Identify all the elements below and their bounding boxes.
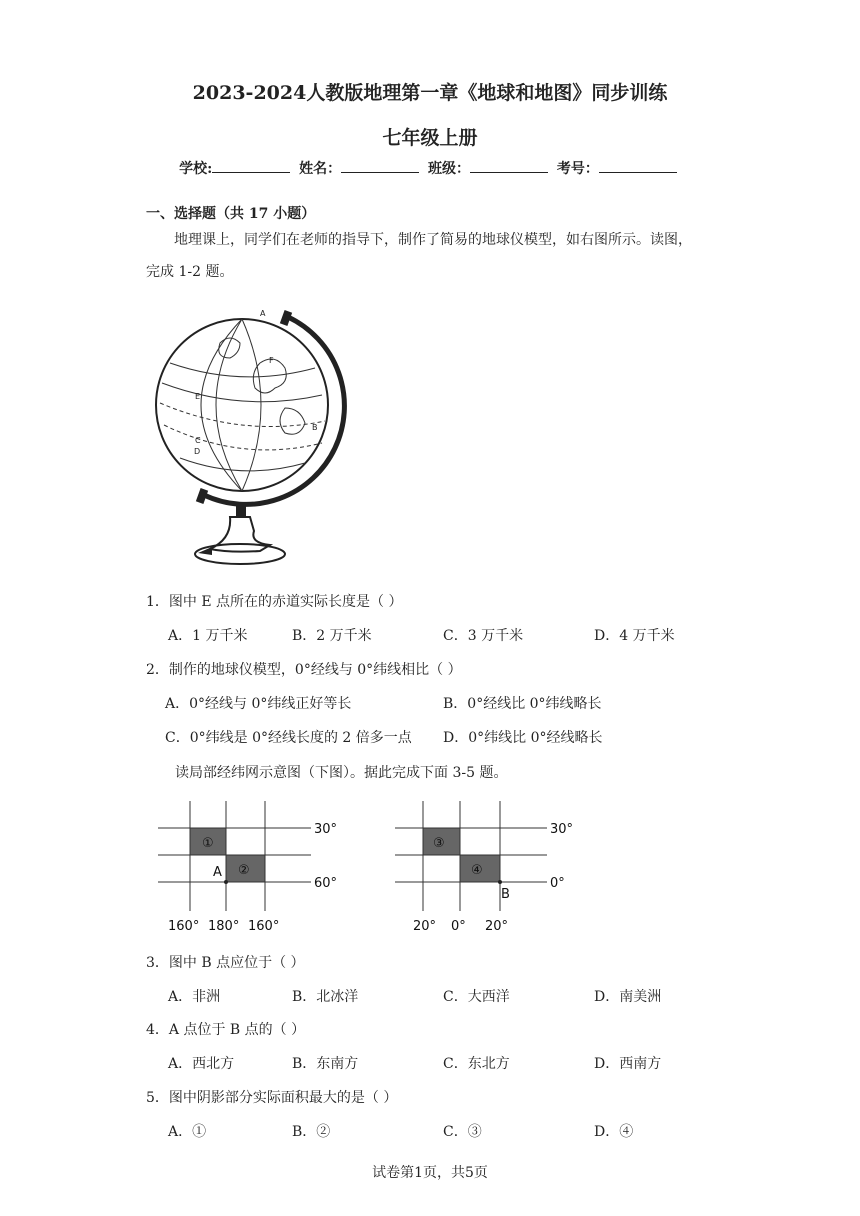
q5-option-b[interactable]: B．② — [292, 1124, 331, 1140]
class-label: 班级： — [428, 161, 471, 177]
point-a: A — [213, 865, 222, 880]
q5-option-c[interactable]: C．③ — [443, 1124, 482, 1140]
page-footer: 试卷第1页，共5页 — [372, 1165, 488, 1181]
grid-right-figure — [395, 796, 595, 936]
q4-option-d[interactable]: D．西南方 — [594, 1056, 662, 1072]
q5-option-d[interactable]: D．④ — [594, 1124, 634, 1140]
globe-figure — [150, 303, 350, 573]
section-heading: 一、选择题（共 17 小题） — [146, 206, 316, 222]
globe-label-b: B — [312, 423, 318, 432]
name-field[interactable] — [341, 158, 419, 173]
point-b: B — [501, 887, 510, 902]
globe-label-e: E — [195, 392, 201, 401]
q4-option-a[interactable]: A．西北方 — [168, 1056, 235, 1072]
q3-option-c[interactable]: C．大西洋 — [443, 989, 510, 1005]
q3-option-b[interactable]: B．北冰洋 — [292, 989, 359, 1005]
q2-option-d[interactable]: D．0°纬线比 0°经线略长 — [443, 730, 603, 746]
grid-left-lon-2: 180° — [208, 919, 240, 934]
school-label: 学校: — [179, 161, 213, 177]
globe-label-c: C — [195, 436, 201, 445]
exam-no-label: 考号： — [556, 161, 599, 177]
grid-right-lat-0: 0° — [550, 876, 565, 891]
q4-option-c[interactable]: C．东北方 — [443, 1056, 510, 1072]
exam-no-field[interactable] — [599, 158, 677, 173]
q1-option-a[interactable]: A．1 万千米 — [168, 628, 248, 644]
grid-left-figure — [158, 796, 358, 936]
question-2-stem: 2．制作的地球仪模型，0°经线与 0°纬线相比（ ） — [146, 662, 462, 678]
q3-option-a[interactable]: A．非洲 — [168, 989, 221, 1005]
q4-option-b[interactable]: B．东南方 — [292, 1056, 359, 1072]
grid-left-lat-30: 30° — [314, 822, 338, 837]
page-subtitle: 七年级上册 — [382, 127, 478, 149]
globe-label-d: D — [194, 447, 201, 456]
question-5-stem: 5．图中阴影部分实际面积最大的是（ ） — [146, 1090, 398, 1106]
class-field[interactable] — [470, 158, 548, 173]
q1-option-d[interactable]: D．4 万千米 — [594, 628, 675, 644]
cell-label-2: ② — [238, 863, 250, 878]
grid-right-lon-3: 20° — [485, 919, 509, 934]
q1-option-c[interactable]: C．3 万千米 — [443, 628, 524, 644]
intro-line-1: 地理课上，同学们在老师的指导下，制作了简易的地球仪模型，如右图所示。读图， — [174, 232, 692, 248]
grid-right-lon-2: 0° — [451, 919, 466, 934]
q2-option-c[interactable]: C．0°纬线是 0°经线长度的 2 倍多一点 — [165, 730, 412, 746]
q2-option-b[interactable]: B．0°经线比 0°纬线略长 — [443, 696, 602, 712]
grid-right-lon-1: 20° — [413, 919, 437, 934]
q3-option-d[interactable]: D．南美洲 — [594, 989, 662, 1005]
cell-label-1: ① — [202, 836, 214, 851]
question-1-stem: 1．图中 E 点所在的赤道实际长度是（ ） — [146, 594, 403, 610]
globe-label-a: A — [260, 309, 266, 318]
intro-2: 读局部经纬网示意图（下图）。据此完成下面 3-5 题。 — [175, 765, 508, 781]
cell-label-4: ④ — [471, 863, 483, 878]
page-title: 2023-2024人教版地理第一章《地球和地图》同步训练 — [192, 82, 668, 104]
question-3-stem: 3．图中 B 点应位于（ ） — [146, 955, 305, 971]
q1-option-b[interactable]: B．2 万千米 — [292, 628, 372, 644]
grid-left-lat-60: 60° — [314, 876, 338, 891]
grid-left-lon-1: 160° — [168, 919, 200, 934]
q5-option-a[interactable]: A．① — [168, 1124, 207, 1140]
globe-label-f: F — [269, 356, 274, 365]
q2-option-a[interactable]: A．0°经线与 0°纬线正好等长 — [165, 696, 352, 712]
intro-line-2: 完成 1-2 题。 — [146, 264, 234, 280]
grid-left-lon-3: 160° — [248, 919, 280, 934]
student-info-line — [0, 158, 860, 178]
school-field[interactable] — [212, 158, 290, 173]
grid-right-lat-30: 30° — [550, 822, 574, 837]
cell-label-3: ③ — [433, 836, 445, 851]
name-label: 姓名： — [299, 161, 342, 177]
question-4-stem: 4．A 点位于 B 点的（ ） — [146, 1022, 306, 1038]
